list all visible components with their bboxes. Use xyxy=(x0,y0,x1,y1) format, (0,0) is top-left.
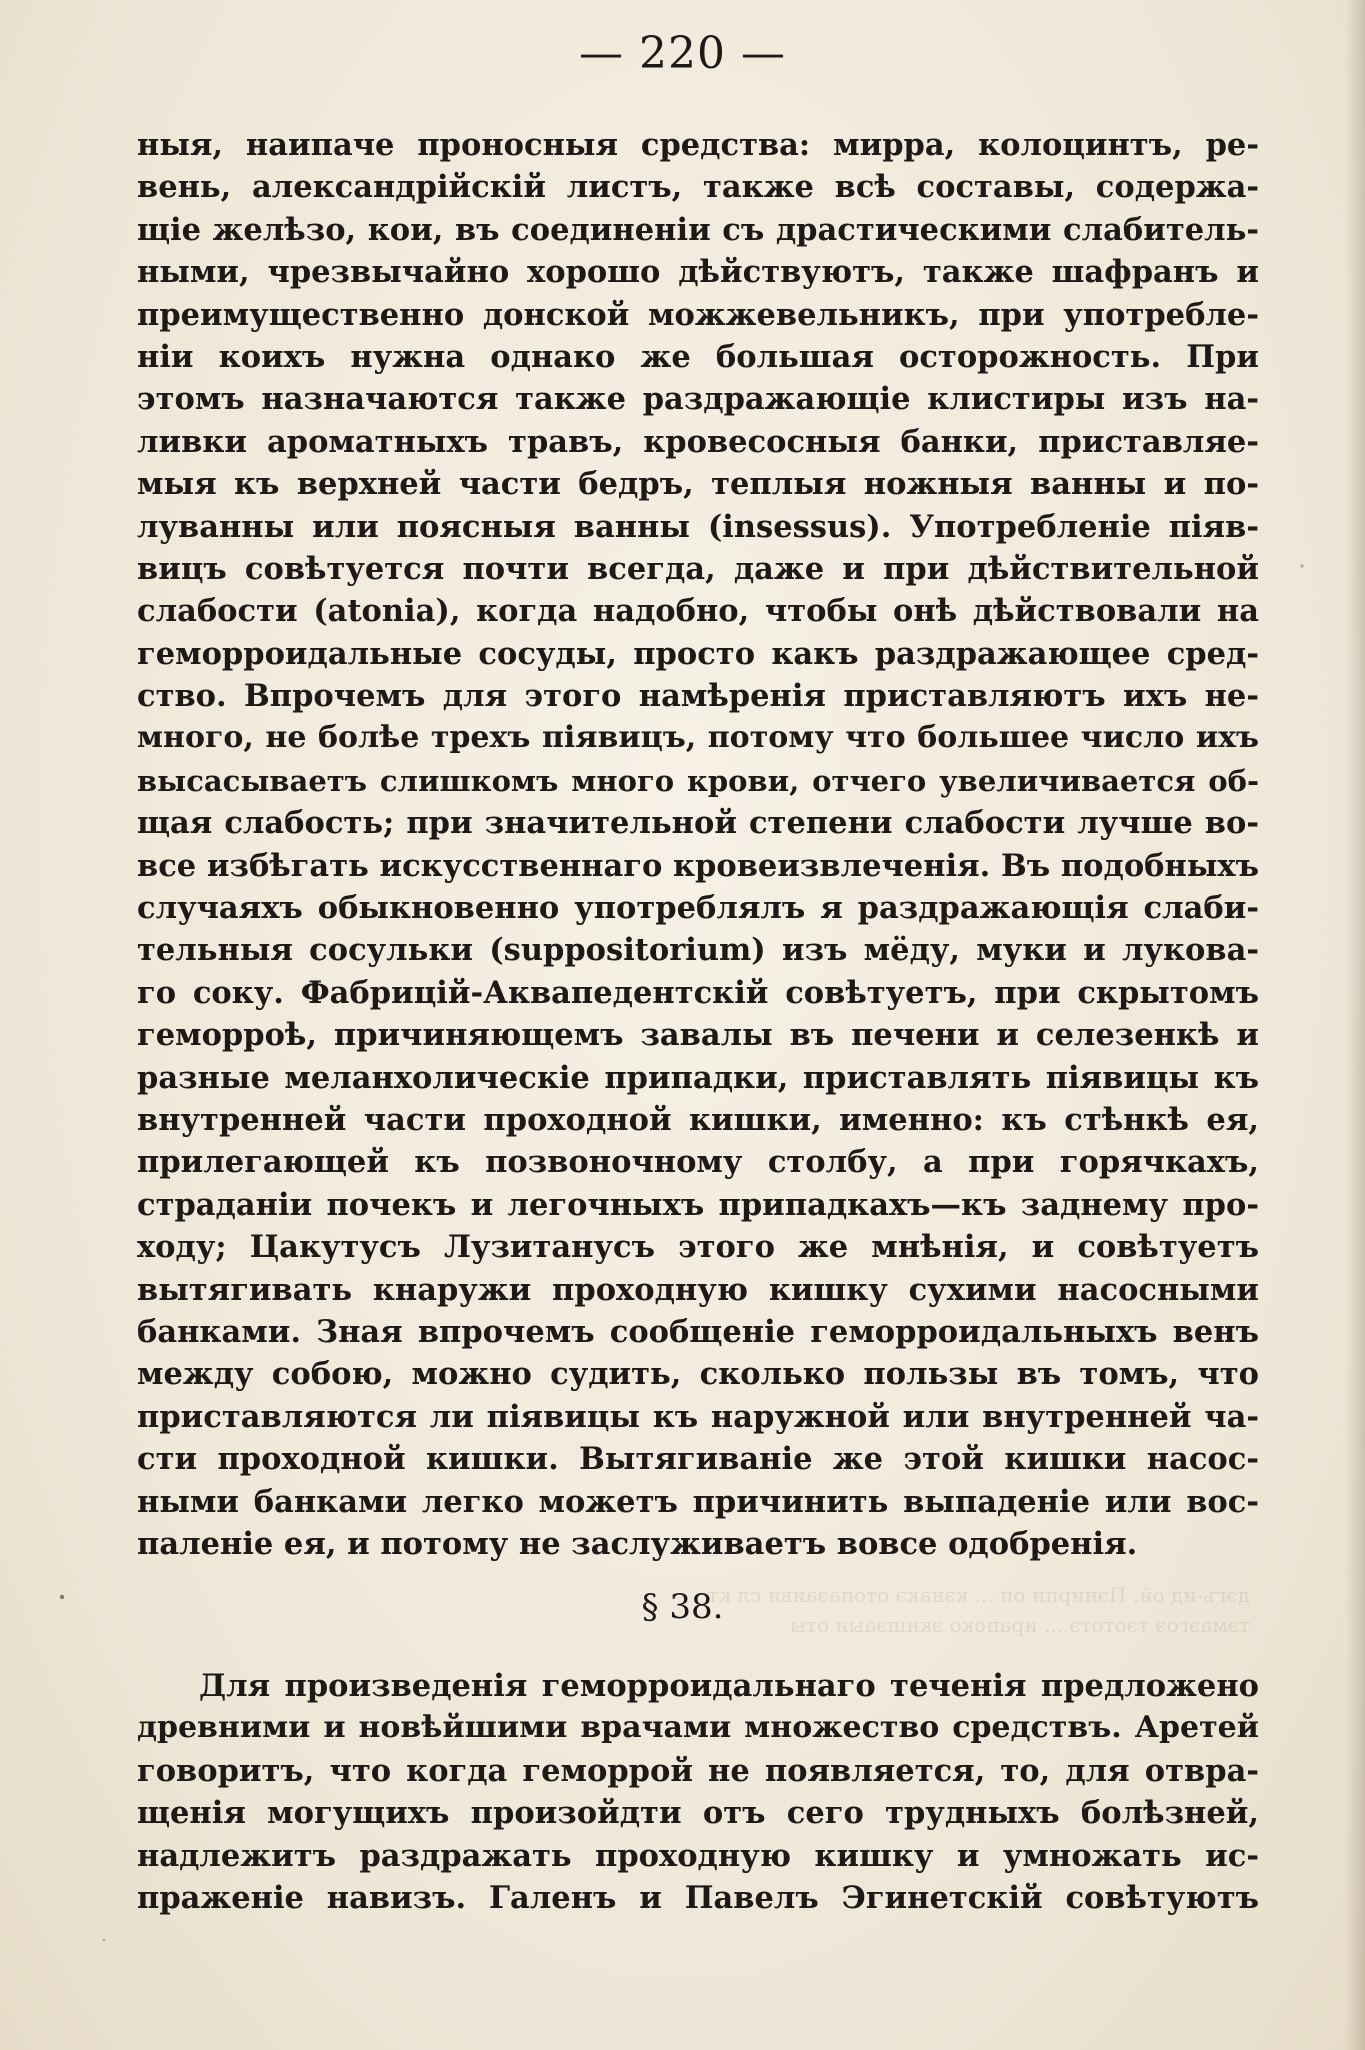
text-line: ходу; Цакутусъ Лузитанусъ этого же мнѣнія, и совѣтуетъ xyxy=(137,1229,1259,1266)
text-line: вытягивать кнаружи проходную кишку сухими насосными xyxy=(137,1271,1259,1308)
text-line: прилегающей къ позвоночному столбу, а при горячкахъ, xyxy=(137,1144,1259,1181)
text-line: ливки ароматныхъ травъ, кровесосныя банки, приставляе- xyxy=(137,423,1259,460)
text-line: геморроидальные сосуды, просто какъ раздражающее сред- xyxy=(137,635,1259,672)
text-line: вень, александрійскій листъ, также всѣ составы, содержа- xyxy=(137,169,1259,206)
text-line: банками. Зная впрочемъ сообщеніе геморроидальныхъ венъ xyxy=(137,1313,1259,1350)
show-through-line: тэмаэгоэ тэототэ ... ирапоко экншэаыи оты xyxy=(789,1613,1250,1637)
page-edge-shadow xyxy=(1345,0,1365,2050)
text-line: высасываетъ слишкомъ много крови, отчего увеличивается об- xyxy=(137,763,1259,798)
text-line: говоритъ, что когда геморрой не появляется, то, для отвра- xyxy=(137,1752,1259,1789)
text-line: геморроѣ, причиняющемъ завалы въ печени и селезенкѣ и xyxy=(137,1017,1259,1054)
text-line: вицъ совѣтуется почти всегда, даже и при дѣйствительной xyxy=(137,550,1259,587)
text-line: между собою, можно судить, сколько пользы въ томъ, что xyxy=(137,1356,1259,1393)
paragraph-2 xyxy=(137,1665,1259,1919)
text-line: луванны или поясныя ванны (insessus). Употребленіе піяв- xyxy=(137,508,1259,545)
text-line: все избѣгать искусственнаго кровеизвлеченія. Въ подобныхъ xyxy=(137,847,1259,884)
text-line: ныя, наипаче проносныя средства: мирра, колоцинтъ, ре- xyxy=(137,127,1259,163)
text-line: щенія могущихъ произойдти отъ сего трудныхъ болѣзней, xyxy=(137,1795,1259,1832)
paragraph-1 xyxy=(137,124,1259,1565)
text-line: праженіе навизъ. Галенъ и Павелъ Эгинетскій совѣтуютъ xyxy=(137,1879,1259,1916)
text-line: щіе желѣзо, кои, въ соединеніи съ драстическими слабитель- xyxy=(137,211,1259,248)
text-line: преимущественно донской можжевельникъ, при употребле- xyxy=(137,296,1259,333)
text-line: сти проходной кишки. Вытягиваніе же этой кишки насос- xyxy=(137,1441,1259,1478)
show-through-line: дэгъ-ид ой. Пэнирпи оп ... кэнакэ отопаэаиви сл кт xyxy=(707,1583,1250,1607)
text-line: внутренней части проходной кишки, именно: къ стѣнкѣ ея, xyxy=(137,1101,1259,1138)
text-line: разные меланхолическіе припадки, приставлять піявицы къ xyxy=(137,1059,1259,1096)
page-number: — 220 — xyxy=(579,28,786,79)
text-line: ными банками легко можетъ причинить выпаденіе или вос- xyxy=(137,1483,1259,1520)
text-line: ніи коихъ нужна однако же большая осторожность. При xyxy=(137,338,1259,375)
text-line: случаяхъ обыкновенно употреблялъ я раздражающія слаби- xyxy=(137,890,1259,927)
text-line: этомъ назначаются также раздражающіе клистиры изъ на- xyxy=(137,381,1259,418)
text-line: мыя къ верхней части бедръ, теплыя ножныя ванны и по- xyxy=(137,466,1259,503)
text-line: надлежитъ раздражать проходную кишку и умножать ис- xyxy=(137,1837,1259,1874)
text-line: ными, чрезвычайно хорошо дѣйствуютъ, также шафранъ и xyxy=(137,254,1259,291)
text-line: Для произведенія геморроидальнаго теченія предложено xyxy=(199,1668,1259,1704)
text-line: много, не болѣе трехъ піявицъ, потому что большее число ихъ xyxy=(137,720,1259,756)
text-line: страданіи почекъ и легочныхъ припадкахъ—къ заднему про- xyxy=(137,1186,1259,1223)
text-line: слабости (atonia), когда надобно, чтобы онѣ дѣйствовали на xyxy=(137,593,1259,630)
text-line: го соку. Фабрицій-Аквапедентскій совѣтуетъ, при скрытомъ xyxy=(137,974,1259,1011)
text-line: тельныя сосульки (suppositorium) изъ мёду, муки и лукова- xyxy=(137,932,1259,969)
text-line: ство. Впрочемъ для этого намѣренія приставляютъ ихъ не- xyxy=(137,678,1259,715)
text-line: щая слабость; при значительной степени слабости лучше во- xyxy=(137,805,1259,842)
section-heading: § 38. xyxy=(641,1587,724,1627)
text-line: приставляются ли піявицы къ наружной или внутренней ча- xyxy=(137,1398,1259,1435)
text-line: паленіе ея, и потому не заслуживаетъ вовсе одобренія. xyxy=(137,1525,1138,1562)
text-line: древними и новѣйшими врачами множество средствъ. Аретей xyxy=(137,1710,1259,1746)
